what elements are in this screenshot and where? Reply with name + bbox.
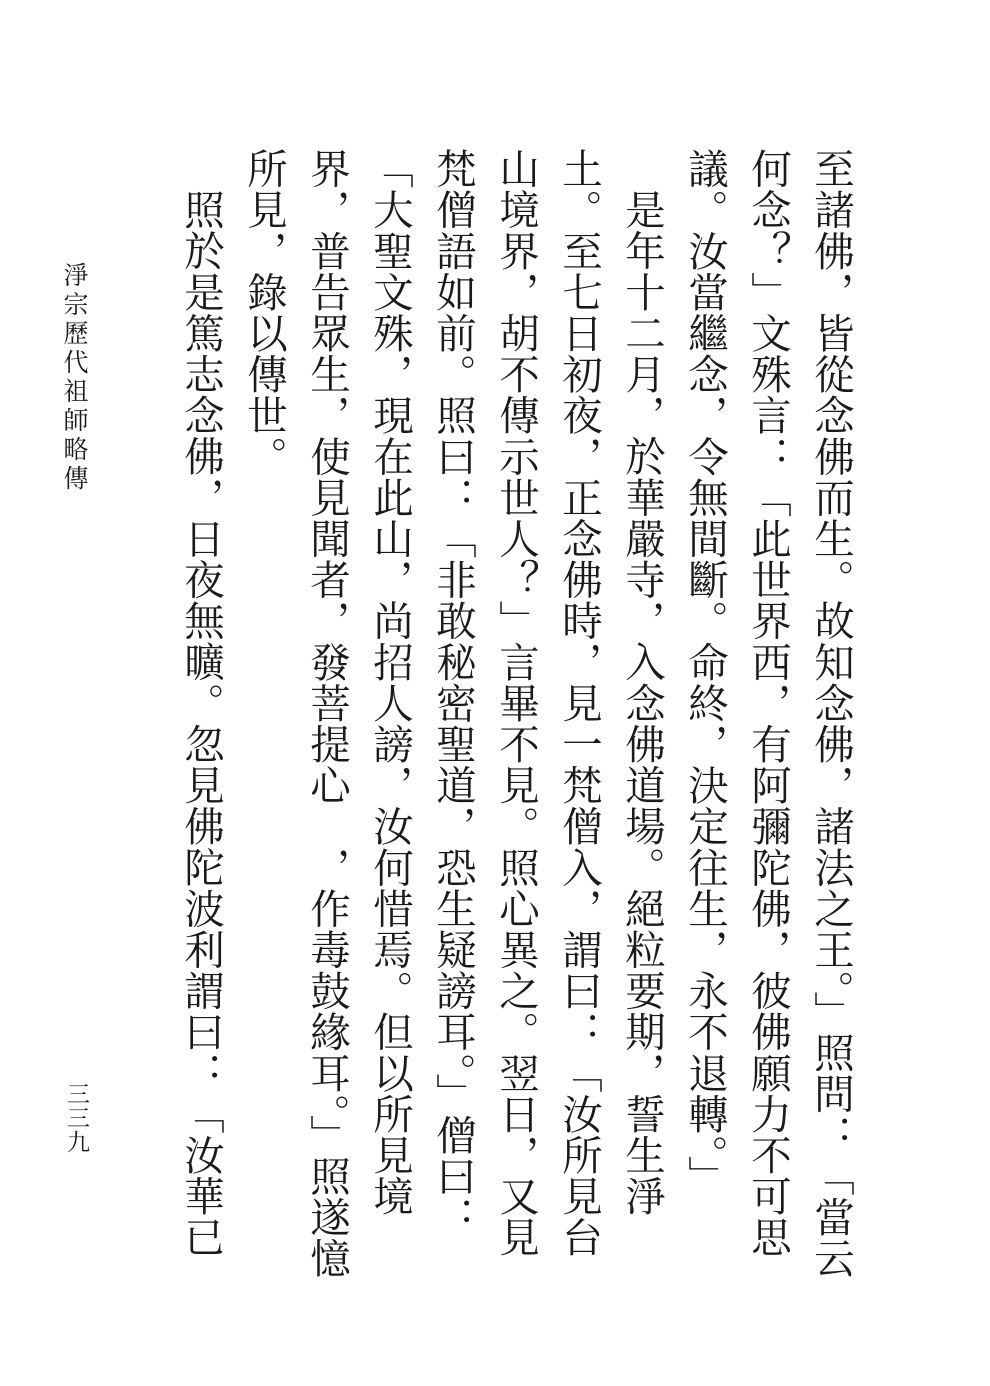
page-number: 三三九 xyxy=(63,1082,89,1154)
paragraph-huayan-temple: 是年十二月，於華嚴寺，入念佛道場。絕粒要期，誓生淨土。至七日初夜，正念佛時，見一梵僧入，謂曰：「汝所見台山境界，胡不傳示世人？」言畢不見。照心異之。翌日，又見梵僧語如前。照曰：「非敢秘密聖道，恐生疑謗耳。」僧曰：「大聖文殊，現在此山，尚招人謗，汝何惜焉。但以所見境界，普告眾生，使見聞者，發菩提心 ，作毒鼓緣耳。」照遂憶所見，錄以傳世。 xyxy=(240,148,666,1279)
body-text-column-block xyxy=(169,148,862,1283)
paragraph-continuation: 至諸佛，皆從念佛而生。故知念佛，諸法之王。」照問：「當云何念？」文殊言：「此世界西，有阿彌陀佛，彼佛願力不可思議。汝當繼念，令無間斷。命終，決定往生，永不退轉。」 xyxy=(681,148,855,1279)
paragraph-buddhapali: 照於是篤志念佛，日夜無曠。忽見佛陀波利謂曰：「汝華已 xyxy=(177,188,225,1258)
running-title: 淨宗歷代祖師略傳 xyxy=(60,262,89,494)
